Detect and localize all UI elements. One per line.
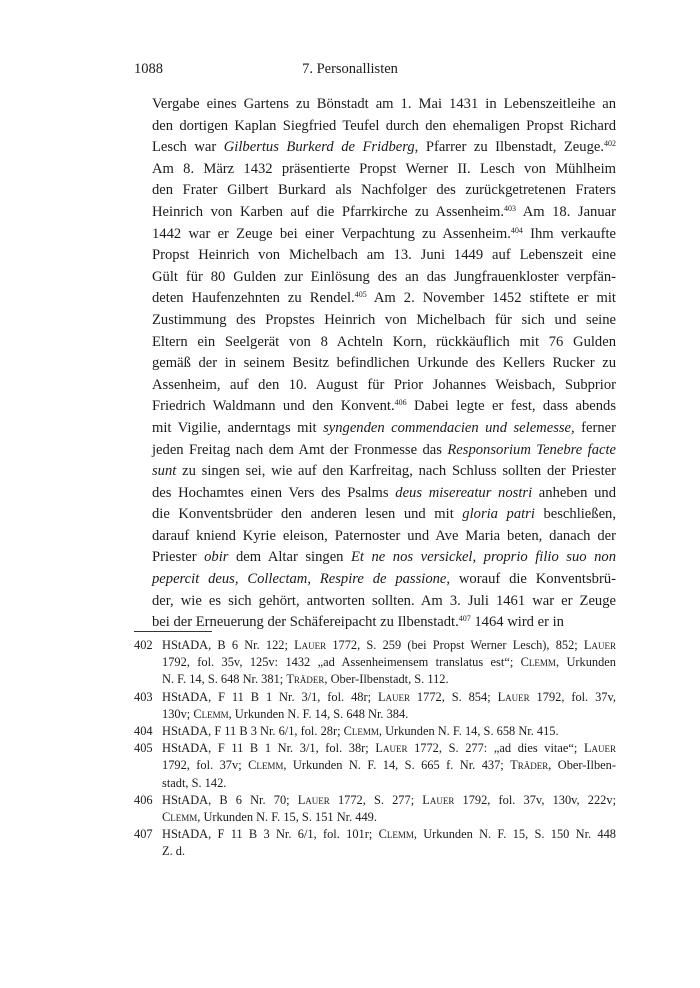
footnote (134, 723, 616, 740)
footnote-line: Clemm, Urkunden N. F. 15, S. 151 Nr. 449. (162, 809, 377, 824)
footnote-number: 405 (134, 741, 153, 756)
footnote-text (162, 792, 616, 826)
body-line: deten Haufenzehnten zu Rendel.$^{405}$ Am 2. November 1452 stiftete er mit (152, 290, 616, 307)
footnote-line: HStADA, F 11 B 3 Nr. 6/1, fol. 101r; Clemm, Urkunden N. F. 15, S. 150 Nr. 448 (162, 827, 617, 842)
footnote-text (162, 689, 616, 723)
footnotes (134, 637, 616, 860)
body-line: Friedrich Waldmann und den Konvent.$^{406}$ Dabei legte er fest, dass abends (152, 398, 616, 415)
body-line: den Frater Gilbert Burkard als Nachfolger des zurückgetretenen Fraters (152, 182, 616, 199)
footnote-line: HStADA, F 11 B 1 Nr. 3/1, fol. 38r; Lauer 1772, S. 277: „ad dies vitae“; Lauer (162, 741, 617, 756)
footnote-line: stadt, S. 142. (162, 775, 227, 790)
body-line: Vergabe eines Gartens zu Bönstadt am 1. Mai 1431 in Lebenszeitleihe an (152, 96, 616, 112)
body-line: pepercit deus, Collectam, Respire de passione, worauf die Konventsbrü- (152, 571, 616, 588)
page-number: 1088 (134, 61, 163, 77)
footnote (134, 637, 616, 689)
body-line: Zustimmung des Propstes Heinrich von Michelbach für sich und seine (152, 311, 616, 328)
body-line: bei der Erneuerung der Schäfereipacht zu Ilbenstadt.$^{407}$ 1464 wird er in (152, 614, 564, 631)
footnote-line: HStADA, B 6 Nr. 122; Lauer 1772, S. 259 (bei Propst Werner Lesch), 852; Lauer (162, 638, 616, 652)
running-head: 7. Personallisten (302, 61, 398, 77)
body-line: 1442 war er Zeuge bei einer Verpachtung zu Assenheim.$^{404}$ Ihm verkaufte (152, 225, 616, 242)
body-line: die Konventsbrüder den anderen lesen und mit gloria patri beschließen, (152, 506, 617, 523)
body-line: jeden Freitag nach dem Amt der Fronmesse das Responsorium Tenebre facte (152, 441, 617, 458)
footnote-line: N. F. 14, S. 648 Nr. 381; Träder, Ober-Ilbenstadt, S. 112. (162, 672, 449, 687)
footnote-line: HStADA, F 11 B 3 Nr. 6/1, fol. 28r; Clemm, Urkunden N. F. 14, S. 658 Nr. 415. (162, 723, 559, 738)
body-line: sunt zu singen sei, wie auf den Karfreitag, nach Schluss sollten der Priester (152, 463, 616, 480)
footnote-line: HStADA, F 11 B 1 Nr. 3/1, fol. 48r; Lauer 1772, S. 854; Lauer 1792, fol. 37v, (162, 689, 616, 704)
footnote (134, 792, 616, 826)
footnote-line: 130v; Clemm, Urkunden N. F. 14, S. 648 Nr. 384. (162, 706, 409, 721)
footnote-number: 404 (134, 723, 153, 738)
footnote-line: 1792, fol. 37v; Clemm, Urkunden N. F. 14, S. 665 f. Nr. 437; Träder, Ober-Ilben- (162, 758, 616, 773)
body-line: Lesch war Gilbertus Burkerd de Fridberg, Pfarrer zu Ilbenstadt, Zeuge.$^{402}$ (152, 139, 616, 156)
body-line: Assenheim, auf den 10. August für Prior Johannes Weisbach, Subprior (152, 376, 616, 393)
footnote-text (162, 826, 616, 860)
footnote-number: 407 (134, 827, 153, 842)
body-line: Propst Heinrich von Michelbach am 13. Juni 1449 auf Lebenszeit eine (152, 247, 616, 264)
footnote (134, 826, 616, 860)
footnote-text (162, 740, 616, 792)
body-line: darauf kniend Kyrie eleison, Paternoster und Ave Maria beten, danach der (152, 527, 616, 544)
body-line: mit Vigilie, anderntags mit syngenden commendacien und selemesse, ferner (152, 419, 616, 436)
body-line: Heinrich von Karben auf die Pfarrkirche zu Assenheim.$^{403}$ Am 18. Januar (152, 203, 616, 220)
body-line: des Hochamtes einen Vers des Psalms deus misereatur nostri anheben und (152, 484, 616, 501)
body-line: den dortigen Kaplan Siegfried Teufel durch den ehemaligen Propst Richard (152, 117, 616, 134)
body-text (152, 94, 616, 634)
body-line: der, wie es sich gehört, antworten sollten. Am 3. Juli 1461 war er Zeuge (152, 592, 616, 609)
body-line: Priester obir dem Altar singen Et ne nos versickel, proprio filio suo non (152, 549, 616, 566)
footnote-number: 403 (134, 689, 153, 704)
body-line: Am 8. März 1432 präsentierte Propst Werner II. Lesch von Mühlheim (152, 160, 616, 177)
footnote-line: 1792, fol. 35v, 125v: 1432 „ad Assenheimensem translatus est“; Clemm, Urkunden (162, 655, 616, 670)
footnote-number: 402 (134, 638, 153, 652)
footnote-rule (134, 631, 212, 632)
footnote-line: HStADA, B 6 Nr. 70; Lauer 1772, S. 277; Lauer 1792, fol. 37v, 130v, 222v; (162, 792, 617, 807)
footnote (134, 689, 616, 723)
body-line: Eltern ein Seelgerät von 8 Achteln Korn, rückkäuflich mit 76 Gulden (152, 333, 616, 350)
footnote-number: 406 (134, 792, 153, 807)
body-line: gemäß der in seinem Besitz befindlichen Urkunde des Kellers Rucker zu (152, 355, 616, 372)
footnote-line: Z. d. (162, 844, 186, 859)
footnote-text (162, 723, 616, 740)
footnote-text (162, 637, 616, 689)
body-line: Gült für 80 Gulden zur Einlösung des an das Jungfrauenkloster verpfän- (152, 268, 616, 285)
footnote (134, 740, 616, 792)
